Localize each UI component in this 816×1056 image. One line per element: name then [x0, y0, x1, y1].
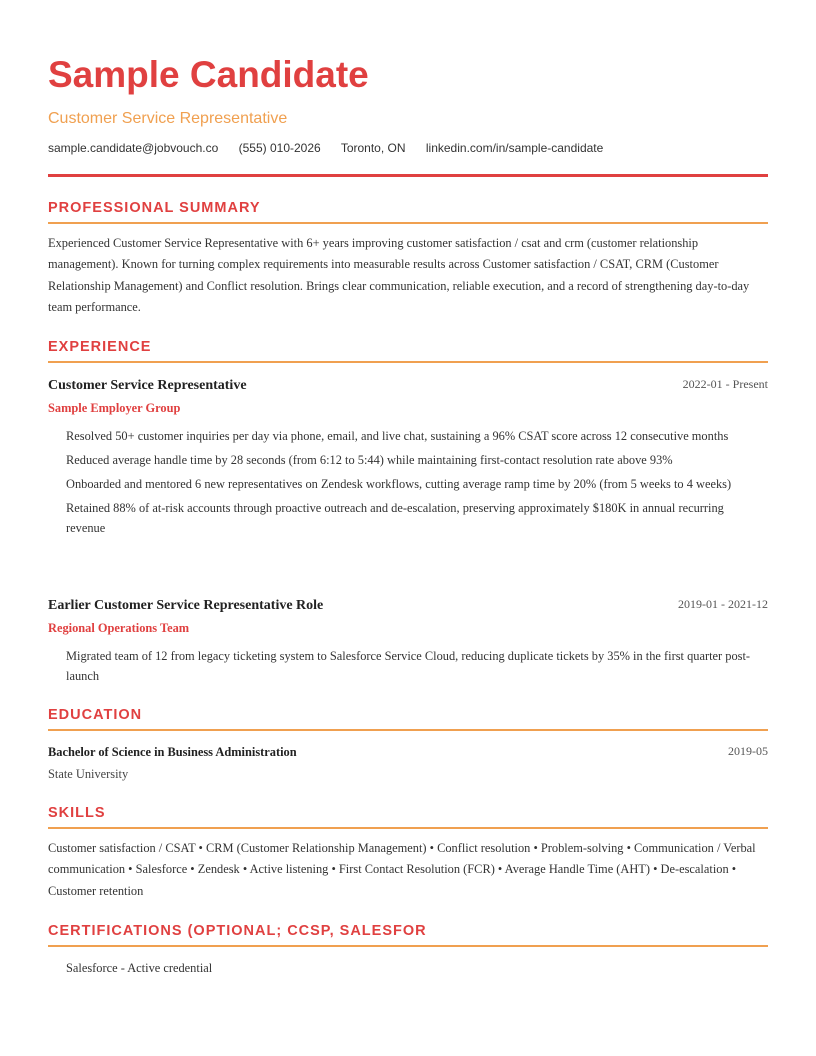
job-bullet: Migrated team of 12 from legacy ticketing system to Salesforce Service Cloud, reducing duplicate tickets by 35% in the first quarter post-launch [66, 649, 751, 683]
education-degree: Bachelor of Science in Business Administration [48, 745, 297, 759]
summary-text: Experienced Customer Service Representative with 6+ years improving customer satisfaction / csat and crm (customer relationship management). Known for turning complex requirements into measurable results across Customer satisfaction / CSAT, CRM (Customer Relationship Management) and Conflict resolution. Brings clear communication, reliable execution, and a record of strengthening day-to-day team performance. [48, 236, 750, 315]
job-company: Sample Employer Group [48, 401, 181, 415]
contact-phone: (555) 010-2026 [238, 141, 321, 155]
job-bullet: Retained 88% of at-risk accounts through proactive outreach and de-escalation, preserving approximately $180K in annual recurring revenue [66, 501, 724, 535]
job-bullets [66, 646, 756, 690]
summary-divider [48, 222, 768, 224]
contact-linkedin: linkedin.com/in/sample-candidate [425, 141, 604, 155]
experience-divider [48, 361, 768, 363]
education-school: State University [48, 767, 129, 781]
job-title: Earlier Customer Service Representative Role [48, 598, 324, 613]
certifications-heading: CERTIFICATIONS (OPTIONAL; CCSP, SALESFOR [48, 923, 427, 939]
education-date: 2019-05 [728, 744, 768, 758]
skills-heading: SKILLS [48, 805, 106, 821]
job-title: Customer Service Representative [48, 378, 247, 393]
candidate-name: Sample Candidate [48, 54, 369, 95]
certifications-divider [48, 945, 768, 947]
experience-heading: EXPERIENCE [48, 339, 152, 355]
job-dates: 2019-01 - 2021-12 [678, 597, 768, 611]
contact-line [48, 140, 620, 156]
contact-email: sample.candidate@jobvouch.co [48, 141, 219, 155]
job-company: Regional Operations Team [48, 621, 190, 635]
summary-heading: PROFESSIONAL SUMMARY [48, 200, 261, 216]
job-bullet: Reduced average handle time by 28 seconds (from 6:12 to 5:44) while maintaining first-contact resolution rate above 93% [66, 453, 673, 467]
certification-item: Salesforce - Active credential [66, 961, 213, 975]
skills-text: Customer satisfaction / CSAT • CRM (Customer Relationship Management) • Conflict resolution • Problem-solving • Communication / Verbal communication • Salesforce • Zendesk • Active listening • First Contact Resolution (FCR) • Average Handle Time (AHT) • De-escalation • Customer retention [48, 841, 756, 898]
education-divider [48, 729, 768, 731]
header-divider [48, 174, 768, 177]
job-bullet: Onboarded and mentored 6 new representatives on Zendesk workflows, cutting average ramp time by 20% (from 5 weeks to 4 weeks) [66, 477, 732, 491]
contact-location: Toronto, ON [340, 141, 406, 155]
certifications-list [66, 958, 756, 982]
education-heading: EDUCATION [48, 707, 143, 723]
skills-divider [48, 827, 768, 829]
candidate-title: Customer Service Representative [48, 110, 288, 127]
job-bullets [66, 426, 756, 542]
job-bullet: Resolved 50+ customer inquiries per day via phone, email, and live chat, sustaining a 96% CSAT score across 12 consecutive months [66, 429, 729, 443]
job-dates: 2022-01 - Present [682, 377, 768, 391]
